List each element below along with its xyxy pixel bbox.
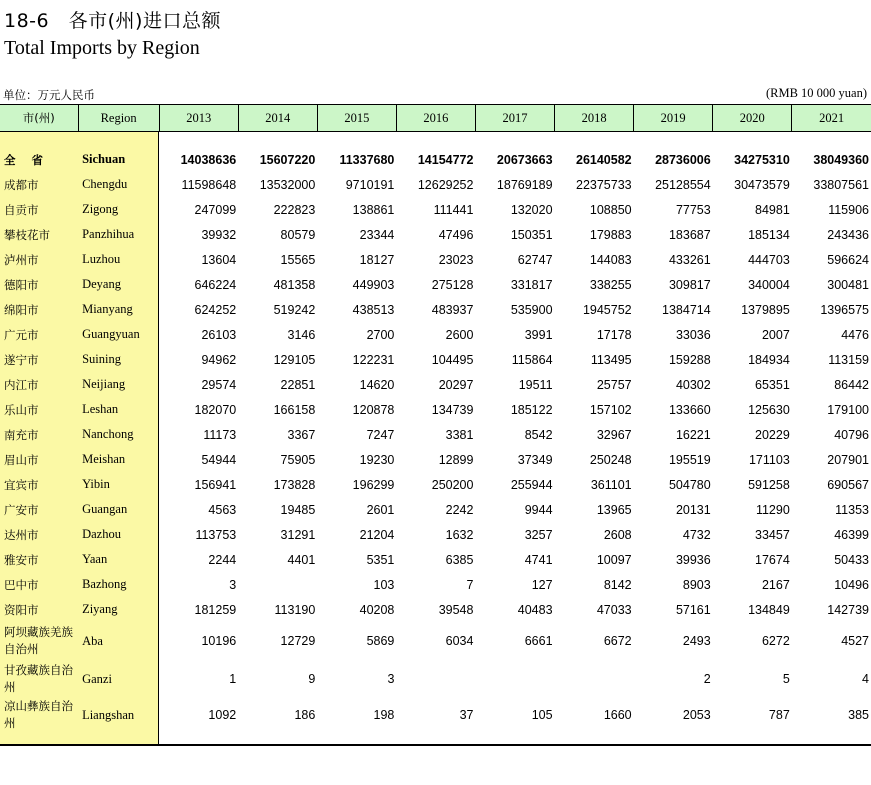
table-row [0, 222, 871, 247]
import-value-cell: 2608 [603, 527, 632, 542]
region-name-en: Yibin [82, 477, 110, 491]
import-value-cell: 17178 [596, 327, 632, 342]
import-value-cell: 7 [466, 577, 474, 592]
region-name-cn: 阿坝藏族羌族自治州 [4, 625, 73, 656]
import-value-cell: 385 [848, 708, 869, 722]
import-value-cell: 3257 [524, 527, 553, 542]
table-body [0, 132, 871, 733]
import-value-cell: 195519 [668, 452, 711, 467]
import-value-cell: 4476 [841, 327, 869, 342]
import-value-cell: 2493 [682, 634, 711, 648]
import-value-cell: 18769189 [496, 177, 553, 192]
region-name-cn: 资阳市 [4, 602, 39, 617]
import-value-cell: 113159 [828, 352, 869, 367]
import-value-cell: 39936 [675, 552, 711, 567]
import-value-cell: 5351 [366, 552, 395, 567]
header-year: 2015 [317, 105, 396, 132]
import-value-cell: 33457 [755, 527, 790, 542]
import-value-cell: 157102 [589, 402, 632, 417]
spacer-row [0, 132, 871, 148]
import-value-cell: 138861 [352, 202, 395, 217]
import-value-cell: 33036 [675, 327, 711, 342]
import-value-cell: 7247 [366, 427, 395, 442]
region-name-cn: 宜宾市 [4, 477, 39, 492]
import-value-cell: 156941 [194, 477, 237, 492]
import-value-cell: 1632 [445, 527, 474, 542]
table-row [0, 472, 871, 497]
import-value-cell: 19485 [280, 502, 316, 517]
import-value-cell: 10496 [834, 577, 869, 592]
region-name-en: Bazhong [82, 577, 127, 591]
import-value-cell: 1660 [603, 708, 632, 722]
table-row [0, 397, 871, 422]
import-value-cell: 11598648 [181, 177, 237, 192]
table-row [0, 597, 871, 622]
import-value-cell: 75905 [280, 452, 316, 467]
import-value-cell: 108850 [589, 202, 632, 217]
import-value-cell: 196299 [352, 477, 395, 492]
import-value-cell: 39932 [201, 227, 237, 242]
page-title-cn: 18-6 各市(州)进口总额 [4, 10, 221, 32]
import-value-cell: 15607220 [259, 152, 316, 167]
region-name-cn: 乐山市 [4, 402, 39, 417]
import-value-cell: 438513 [352, 302, 395, 317]
region-name-cn: 自贡市 [4, 202, 39, 217]
import-value-cell: 77753 [675, 202, 711, 217]
import-value-cell: 23023 [438, 252, 474, 267]
import-value-cell: 179100 [827, 402, 869, 417]
import-value-cell: 179883 [589, 227, 632, 242]
import-value-cell: 34275310 [734, 152, 790, 167]
import-value-cell: 16221 [675, 427, 711, 442]
header-year: 2021 [792, 105, 871, 132]
import-value-cell: 2242 [445, 502, 474, 517]
import-value-cell: 4563 [208, 502, 237, 517]
header-year: 2014 [238, 105, 317, 132]
import-value-cell: 222823 [273, 202, 316, 217]
table-row [0, 172, 871, 197]
import-value-cell: 3 [387, 672, 395, 686]
header-year: 2019 [634, 105, 713, 132]
import-value-cell: 2700 [366, 327, 395, 342]
import-value-cell: 23344 [359, 227, 395, 242]
region-name-en: Guangan [82, 502, 128, 516]
import-value-cell: 8903 [682, 577, 711, 592]
import-value-cell: 46399 [834, 527, 869, 542]
import-value-cell: 115864 [511, 352, 553, 367]
header-year: 2017 [475, 105, 554, 132]
import-value-cell [238, 572, 317, 597]
import-value-cell: 40796 [834, 427, 869, 442]
import-value-cell: 4401 [287, 552, 316, 567]
import-value-cell: 20673663 [496, 152, 553, 167]
import-value-cell: 185134 [748, 227, 790, 242]
import-value-cell: 113495 [590, 352, 632, 367]
import-value-cell: 255944 [510, 477, 553, 492]
header-region-en: Region [78, 105, 159, 132]
import-value-cell: 57161 [675, 602, 711, 617]
table-row [0, 347, 871, 372]
import-value-cell: 19230 [359, 452, 395, 467]
import-value-cell: 86442 [834, 377, 869, 392]
table-row [0, 522, 871, 547]
import-value-cell: 309817 [668, 277, 711, 292]
import-value-cell: 134739 [431, 402, 474, 417]
import-value-cell: 2601 [366, 502, 395, 517]
region-name-cn: 眉山市 [4, 452, 39, 467]
import-value-cell: 5 [782, 672, 790, 686]
import-value-cell: 84981 [755, 202, 790, 217]
import-value-cell: 4527 [841, 634, 869, 648]
import-value-cell: 13965 [596, 502, 632, 517]
import-value-cell: 433261 [668, 252, 711, 267]
import-value-cell: 40483 [517, 602, 553, 617]
import-value-cell: 340004 [748, 277, 790, 292]
import-value-cell: 3367 [287, 427, 316, 442]
import-value-cell: 690567 [827, 477, 869, 492]
region-name-en: Chengdu [82, 177, 128, 191]
import-value-cell: 2167 [761, 577, 790, 592]
import-value-cell: 12899 [438, 452, 474, 467]
import-value-cell: 80579 [280, 227, 316, 242]
header-year: 2020 [713, 105, 792, 132]
import-value-cell: 113190 [274, 602, 316, 617]
import-value-cell: 184934 [748, 352, 790, 367]
import-value-cell: 20229 [755, 427, 790, 442]
import-value-cell: 144083 [589, 252, 632, 267]
import-value-cell: 596624 [827, 252, 869, 267]
import-value-cell: 3146 [287, 327, 316, 342]
region-name-cn: 泸州市 [4, 252, 39, 267]
import-value-cell: 173828 [273, 477, 316, 492]
import-value-cell: 22375733 [576, 177, 632, 192]
import-value-cell: 186 [294, 708, 316, 722]
import-value-cell: 331817 [510, 277, 553, 292]
import-value-cell: 787 [768, 708, 790, 722]
import-value-cell: 1384714 [662, 302, 711, 317]
import-value-cell: 3381 [445, 427, 474, 442]
import-value-cell: 120878 [352, 402, 395, 417]
import-value-cell: 19511 [518, 377, 553, 392]
unit-label-en: (RMB 10 000 yuan) [765, 86, 867, 100]
import-value-cell: 115906 [828, 202, 869, 217]
import-value-cell: 2244 [208, 552, 237, 567]
import-value-cell: 6385 [445, 552, 474, 567]
region-name-cn: 甘孜藏族自治州 [4, 663, 73, 694]
table-header-row [0, 105, 871, 132]
import-value-cell: 166158 [273, 402, 316, 417]
region-name-en: Yaan [82, 552, 108, 566]
import-value-cell: 2 [703, 672, 711, 686]
import-value-cell: 127 [531, 577, 553, 592]
table-row [0, 660, 871, 698]
import-value-cell: 1379895 [741, 302, 790, 317]
region-name-en: Deyang [82, 277, 121, 291]
import-value-cell: 105 [531, 708, 553, 722]
import-value-cell: 11173 [203, 427, 237, 442]
table-row [0, 698, 871, 732]
page-title-en: Total Imports by Region [4, 37, 200, 59]
import-value-cell: 10097 [596, 552, 632, 567]
region-name-cn: 巴中市 [4, 577, 39, 592]
import-value-cell: 14620 [359, 377, 395, 392]
header-region-cn: 市(州) [0, 105, 78, 132]
import-value-cell: 132020 [510, 202, 553, 217]
import-value-cell: 449903 [352, 277, 395, 292]
header-year: 2013 [159, 105, 238, 132]
import-value-cell: 1 [229, 672, 237, 686]
import-value-cell: 29574 [201, 377, 237, 392]
import-value-cell: 250248 [589, 452, 632, 467]
import-value-cell: 8142 [603, 577, 632, 592]
import-value-cell: 37349 [517, 452, 553, 467]
import-value-cell: 181259 [194, 602, 237, 617]
import-value-cell: 624252 [194, 302, 237, 317]
import-value-cell: 12629252 [417, 177, 474, 192]
import-value-cell: 28736006 [655, 152, 711, 167]
region-name-en: Liangshan [82, 707, 135, 722]
import-value-cell: 1945752 [582, 302, 632, 317]
region-name-en: Neijiang [82, 377, 126, 391]
import-value-cell: 483937 [431, 302, 474, 317]
total-row [0, 147, 871, 172]
table-row [0, 372, 871, 397]
import-value-cell: 40208 [359, 602, 395, 617]
import-value-cell: 207901 [827, 452, 869, 467]
table-row [0, 322, 871, 347]
region-name-en: Zigong [82, 202, 119, 216]
region-name-en: Guangyuan [82, 327, 140, 341]
import-value-cell: 481358 [273, 277, 316, 292]
import-value-cell: 14154772 [417, 152, 474, 167]
import-value-cell: 9710191 [345, 177, 395, 192]
imports-table-container [0, 104, 871, 746]
region-name-en: Nanchong [82, 427, 134, 441]
import-value-cell: 25128554 [655, 177, 711, 192]
unit-label-cn: 单位：万元人民币 [3, 88, 95, 102]
import-value-cell: 2053 [682, 708, 711, 722]
import-value-cell: 2007 [761, 327, 790, 342]
region-name-en: Leshan [82, 402, 119, 416]
import-value-cell: 54944 [201, 452, 237, 467]
import-value-cell: 2600 [445, 327, 474, 342]
import-value-cell: 519242 [273, 302, 316, 317]
import-value-cell: 6661 [524, 634, 553, 648]
region-name-cn: 广元市 [4, 327, 39, 342]
region-name-cn: 凉山彝族自治州 [4, 699, 73, 730]
table-row [0, 547, 871, 572]
table-row [0, 422, 871, 447]
region-name-cn: 广安市 [4, 502, 39, 517]
import-value-cell: 142739 [827, 602, 869, 617]
import-value-cell: 5869 [366, 634, 395, 648]
import-value-cell: 182070 [194, 402, 237, 417]
import-value-cell: 39548 [438, 602, 474, 617]
import-value-cell: 134849 [748, 602, 790, 617]
import-value-cell: 171103 [748, 452, 790, 467]
import-value-cell: 6672 [603, 634, 632, 648]
import-value-cell: 591258 [748, 477, 790, 492]
import-value-cell: 6272 [761, 634, 790, 648]
import-value-cell: 103 [373, 577, 395, 592]
import-value-cell: 104495 [431, 352, 474, 367]
region-name-cn: 遂宁市 [4, 352, 39, 367]
import-value-cell: 33807561 [813, 177, 869, 192]
import-value-cell: 26103 [201, 327, 237, 342]
table-row [0, 447, 871, 472]
import-value-cell: 94962 [201, 352, 237, 367]
table-row [0, 297, 871, 322]
import-value-cell: 6034 [445, 634, 474, 648]
import-value-cell: 183687 [668, 227, 711, 242]
table-row [0, 497, 871, 522]
region-name-en: Mianyang [82, 302, 133, 316]
region-name-en: Aba [82, 633, 103, 648]
import-value-cell: 20131 [675, 502, 711, 517]
import-value-cell [396, 660, 475, 698]
region-name-en: Meishan [82, 452, 126, 466]
import-value-cell: 113753 [195, 527, 237, 542]
import-value-cell: 17674 [755, 552, 790, 567]
region-name-cn: 达州市 [4, 527, 39, 542]
region-name-en: Sichuan [82, 152, 126, 166]
region-name-cn: 全 省 [4, 152, 50, 167]
import-value-cell: 4741 [524, 552, 553, 567]
import-value-cell: 646224 [194, 277, 237, 292]
import-value-cell: 11353 [835, 502, 869, 517]
import-value-cell: 13532000 [259, 177, 316, 192]
region-name-en: Luzhou [82, 252, 121, 266]
region-name-en: Dazhou [82, 527, 121, 541]
table-row [0, 272, 871, 297]
import-value-cell: 18127 [359, 252, 395, 267]
import-value-cell: 111441 [433, 202, 474, 217]
region-name-cn: 南充市 [4, 427, 39, 442]
import-value-cell: 38049360 [813, 152, 869, 167]
import-value-cell: 32967 [596, 427, 632, 442]
region-name-cn: 攀枝花市 [4, 227, 50, 242]
import-value-cell: 47496 [438, 227, 474, 242]
import-value-cell: 3 [229, 577, 237, 592]
import-value-cell: 8542 [524, 427, 553, 442]
import-value-cell: 20297 [438, 377, 474, 392]
import-value-cell: 3991 [524, 327, 553, 342]
import-value-cell: 4732 [682, 527, 711, 542]
import-value-cell: 30473579 [734, 177, 790, 192]
import-value-cell: 133660 [668, 402, 711, 417]
import-value-cell: 125630 [748, 402, 790, 417]
region-name-cn: 内江市 [4, 377, 39, 392]
region-name-cn: 绵阳市 [4, 302, 39, 317]
import-value-cell: 243436 [827, 227, 869, 242]
import-value-cell: 25757 [596, 377, 632, 392]
import-value-cell: 159288 [668, 352, 711, 367]
import-value-cell: 122231 [352, 352, 395, 367]
import-value-cell: 9 [308, 672, 316, 686]
region-name-en: Ganzi [82, 671, 112, 686]
import-value-cell: 250200 [431, 477, 474, 492]
import-value-cell: 129105 [273, 352, 316, 367]
import-value-cell: 21204 [359, 527, 395, 542]
import-value-cell: 31291 [280, 527, 316, 542]
import-value-cell: 150351 [510, 227, 553, 242]
import-value-cell: 338255 [589, 277, 632, 292]
import-value-cell: 247099 [194, 202, 237, 217]
import-value-cell: 504780 [668, 477, 711, 492]
region-name-cn: 雅安市 [4, 552, 39, 567]
import-value-cell: 37 [459, 708, 474, 722]
import-value-cell: 22851 [280, 377, 316, 392]
import-value-cell: 535900 [510, 302, 553, 317]
region-name-cn: 德阳市 [4, 277, 39, 292]
table-row [0, 247, 871, 272]
import-value-cell: 47033 [596, 602, 632, 617]
import-value-cell: 11337680 [339, 152, 395, 167]
import-value-cell: 50433 [834, 552, 869, 567]
import-value-cell: 11290 [755, 502, 790, 517]
import-value-cell: 14038636 [180, 152, 237, 167]
header-year: 2016 [396, 105, 475, 132]
import-value-cell: 1092 [208, 708, 237, 722]
table-row [0, 572, 871, 597]
region-name-en: Ziyang [82, 602, 118, 616]
import-value-cell: 15565 [280, 252, 316, 267]
import-value-cell: 26140582 [576, 152, 632, 167]
import-value-cell: 12729 [280, 634, 316, 648]
import-value-cell [475, 660, 554, 698]
import-value-cell: 185122 [510, 402, 553, 417]
imports-table [0, 105, 871, 732]
import-value-cell: 10196 [201, 634, 237, 648]
table-row [0, 622, 871, 660]
import-value-cell: 361101 [590, 477, 632, 492]
import-value-cell: 4 [862, 672, 869, 686]
import-value-cell: 9944 [524, 502, 553, 517]
import-value-cell: 13604 [201, 252, 237, 267]
header-year: 2018 [555, 105, 634, 132]
region-name-en: Panzhihua [82, 227, 135, 241]
region-name-cn: 成都市 [4, 177, 39, 192]
table-row [0, 197, 871, 222]
import-value-cell: 40302 [675, 377, 711, 392]
import-value-cell: 275128 [431, 277, 474, 292]
import-value-cell [555, 660, 634, 698]
import-value-cell: 1396575 [820, 302, 869, 317]
import-value-cell: 444703 [748, 252, 790, 267]
import-value-cell: 65351 [755, 377, 790, 392]
import-value-cell: 62747 [517, 252, 553, 267]
import-value-cell: 300481 [827, 277, 869, 292]
region-name-en: Suining [82, 352, 121, 366]
import-value-cell: 198 [373, 708, 395, 722]
